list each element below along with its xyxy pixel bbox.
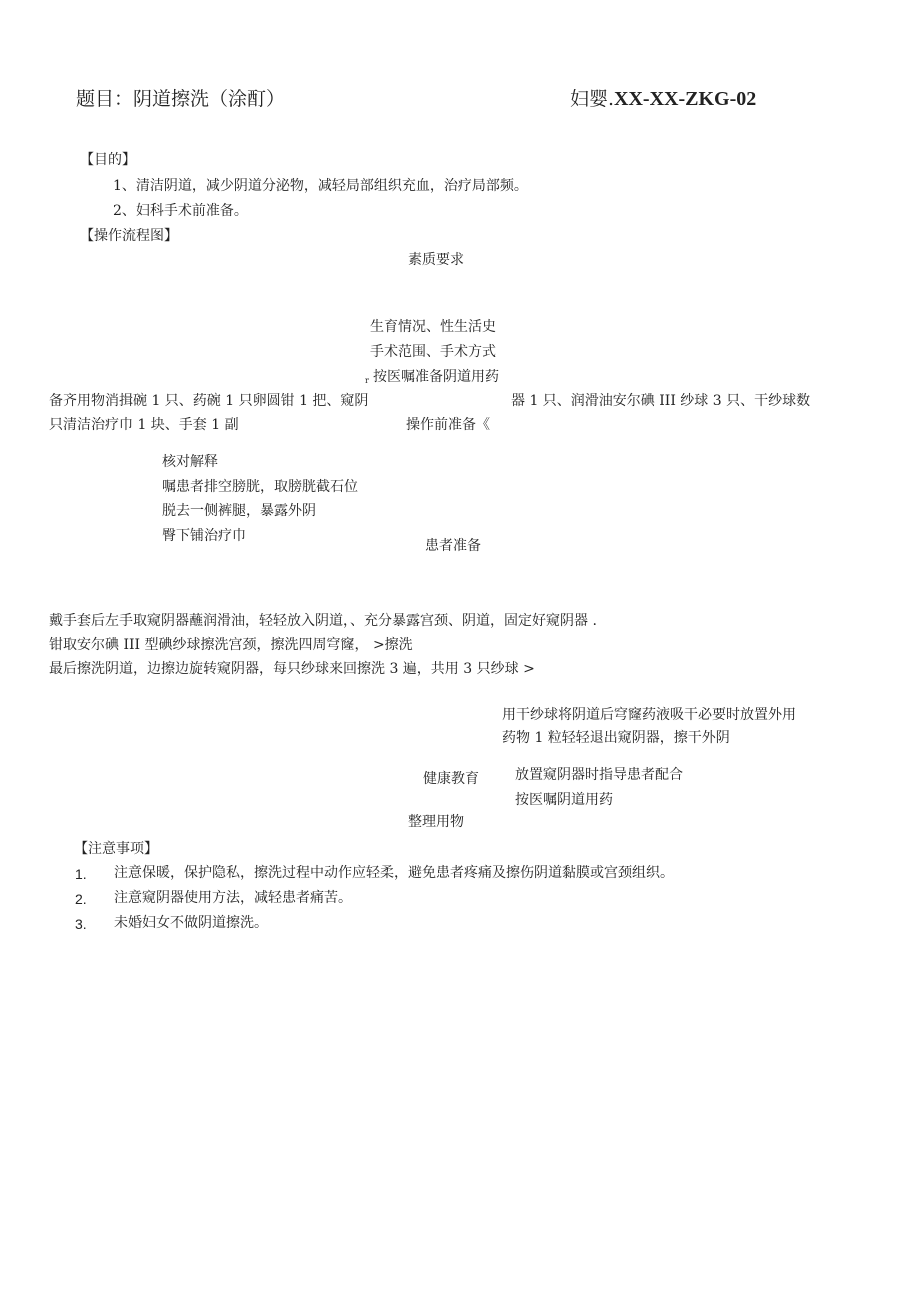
wash-line-3: 最后擦洗阴道，边擦边旋转窥阴器，每只纱球来回擦洗 3 遍，共用 3 只纱球 > (49, 661, 535, 677)
note-number-3: 3. (75, 916, 87, 932)
document-code-value: XX-XX-ZKG-02 (614, 88, 757, 110)
flow-step-patient-prep: 患者准备 (425, 538, 481, 554)
flow-step-quality: 素质要求 (408, 252, 464, 268)
note-text-2: 注意窥阴器使用方法，减轻患者痛苦。 (114, 890, 352, 906)
purpose-heading: 【目的】 (80, 152, 136, 168)
assess-item-3: 按医嘱准备阴道用药 (373, 369, 499, 385)
supplies-line-2: 只清洁治疗巾 1 块、手套 1 副 (49, 417, 239, 433)
flow-step-health-ed: 健康教育 (423, 771, 479, 787)
note-number-2: 2. (75, 891, 87, 907)
finish-line-1: 用干纱球将阴道后穹窿药液吸干必要时放置外用 (502, 707, 796, 723)
purpose-item-2: 2、妇科手术前准备。 (113, 203, 248, 219)
supplies-right: 器 1 只、润滑油安尔碘 III 纱球 3 只、干纱球数 (511, 393, 811, 409)
assess-item-2: 手术范围、手术方式 (370, 344, 496, 360)
patient-step-2: 嘱患者排空膀胱，取膀胱截石位 (162, 479, 358, 495)
flow-step-pre-op: 操作前准备《 (406, 417, 490, 433)
note-number-1: 1. (75, 866, 87, 882)
assess-mark: r (365, 376, 369, 385)
flow-step-tidy: 整理用物 (408, 814, 464, 830)
document-code-prefix: 妇婴. (570, 88, 615, 110)
notes-heading: 【注意事项】 (74, 841, 158, 857)
purpose-item-1: 1、清洁阴道，减少阴道分泌物，减轻局部组织充血，治疗局部频。 (113, 178, 528, 194)
health-step-2: 按医嘱阴道用药 (515, 792, 613, 808)
assess-item-1: 生育情况、性生活史 (370, 319, 496, 335)
health-step-1: 放置窥阴器时指导患者配合 (515, 767, 683, 783)
flow-heading: 【操作流程图】 (80, 228, 178, 244)
patient-step-4: 臀下铺治疗巾 (162, 528, 246, 544)
patient-step-3: 脱去一侧裤腿，暴露外阴 (162, 503, 316, 519)
supplies-left: 备齐用物消揖碗 1 只、药碗 1 只卵圆钳 1 把、窥阴 (49, 393, 369, 409)
patient-step-1: 核对解释 (162, 454, 218, 470)
finish-line-2: 药物 1 粒轻轻退出窥阴器，擦干外阴 (502, 730, 730, 746)
wash-line-1: 戴手套后左手取窥阴器蘸润滑油，轻轻放入阴道，、充分暴露宫颈、阴道，固定好窥阴器 . (49, 613, 597, 629)
note-text-3: 未婚妇女不做阴道擦洗。 (114, 915, 268, 931)
wash-line-2: 钳取安尔碘 III 型碘纱球擦洗宫颈，擦洗四周穹窿， >擦洗 (49, 637, 413, 653)
note-text-1: 注意保暖，保护隐私，擦洗过程中动作应轻柔，避免患者疼痛及擦伤阴道黏膜或宫颈组织。 (114, 865, 674, 881)
document-title: 题目：阴道擦洗（涂酊） (76, 88, 286, 110)
document-code (570, 87, 756, 111)
